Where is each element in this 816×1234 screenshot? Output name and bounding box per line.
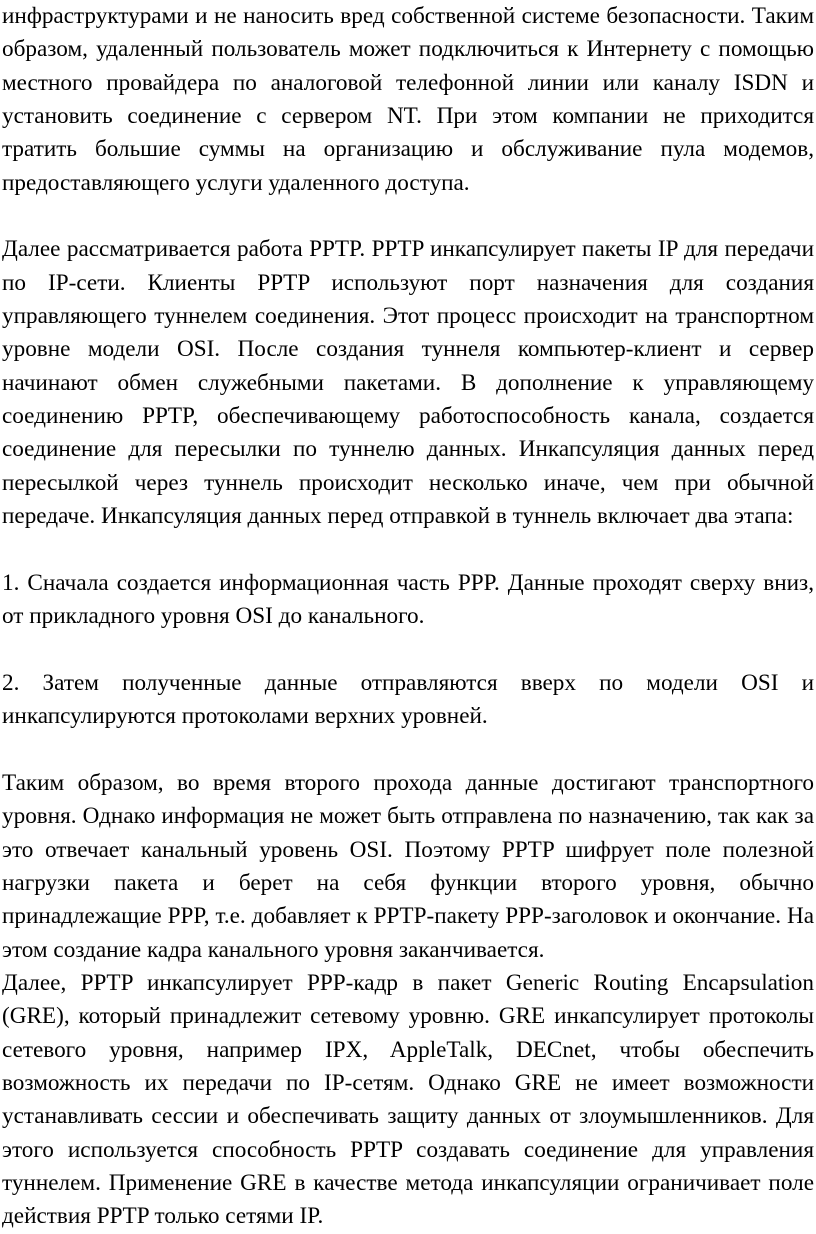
paragraph-pptp-overview: Далее рассматривается работа PPTP. PPTP инкапсулирует пакеты IP для передачи по IP-сети. Клиенты PPTP используют порт назначения для создания управляющего туннелем соединения. Этот процесс происходит на транспортном уровне модели OSI. После создания туннеля компьютер-клиент и сервер начинают обмен служебными пакетами. В дополнение к управляющему соединению PPTP, обеспечивающему работоспособность канала, создается соединение для пересылки по туннелю данных. Инкапсуляция данных перед пересылкой через туннель происходит несколько иначе, чем при обычной передаче. Инкапсуляция данных перед отправкой в туннель включает два этапа: (2, 236, 814, 530)
list-item-step-1: 1. Сначала создается информационная часть PPP. Данные проходят сверху вниз, от прикладного уровня OSI до канального. (2, 569, 814, 630)
paragraph-remote-access: инфраструктурами и не наносить вред собственной системе безопасности. Таким образом, удаленный пользователь может подключиться к Интернету с помощью местного провайдера по аналоговой телефонной линии или каналу ISDN и установить соединение с сервером NT. При этом компании не приходится тратить большие суммы на организацию и обслуживание пула модемов, предоставляющего услуги удаленного доступа. (2, 3, 814, 196)
paragraph-gre-encapsulation: Далее, PPTP инкапсулирует PPP-кадр в пакет Generic Routing Encapsulation (GRE), который принадлежит сетевому уровню. GRE инкапсулирует протоколы сетевого уровня, например IPX, AppleTalk, DECnet, чтобы обеспечить возможность их передачи по IP-сетям. Однако GRE не имеет возможности устанавливать сессии и обеспечивать защиту данных от злоумышленников. Для этого используется способность PPTP создавать соединение для управления туннелем. Применение GRE в качестве метода инкапсуляции ограничивает поле действия PPTP только сетями IP. (2, 969, 814, 1230)
paragraph-spacer (2, 734, 814, 767)
paragraph-second-pass: Таким образом, во время второго прохода данные достигают транспортного уровня. Однако информация не может быть отправлена по назначению, так как за это отвечает канальный уровень OSI. Поэтому PPTP шифрует поле полезной нагрузки пакета и берет на себя функции второго уровня, обычно принадлежащие PPP, т.е. добавляет к PPTP-пакету PPP-заголовок и окончание. На этом создание кадра канального уровня заканчивается. (2, 769, 814, 963)
paragraph-spacer (2, 200, 814, 233)
list-item-step-2: 2. Затем полученные данные отправляются вверх по модели OSI и инкапсулируются протоколами верхних уровней. (2, 669, 814, 730)
paragraph-spacer (2, 534, 814, 567)
paragraph-spacer (2, 634, 814, 667)
